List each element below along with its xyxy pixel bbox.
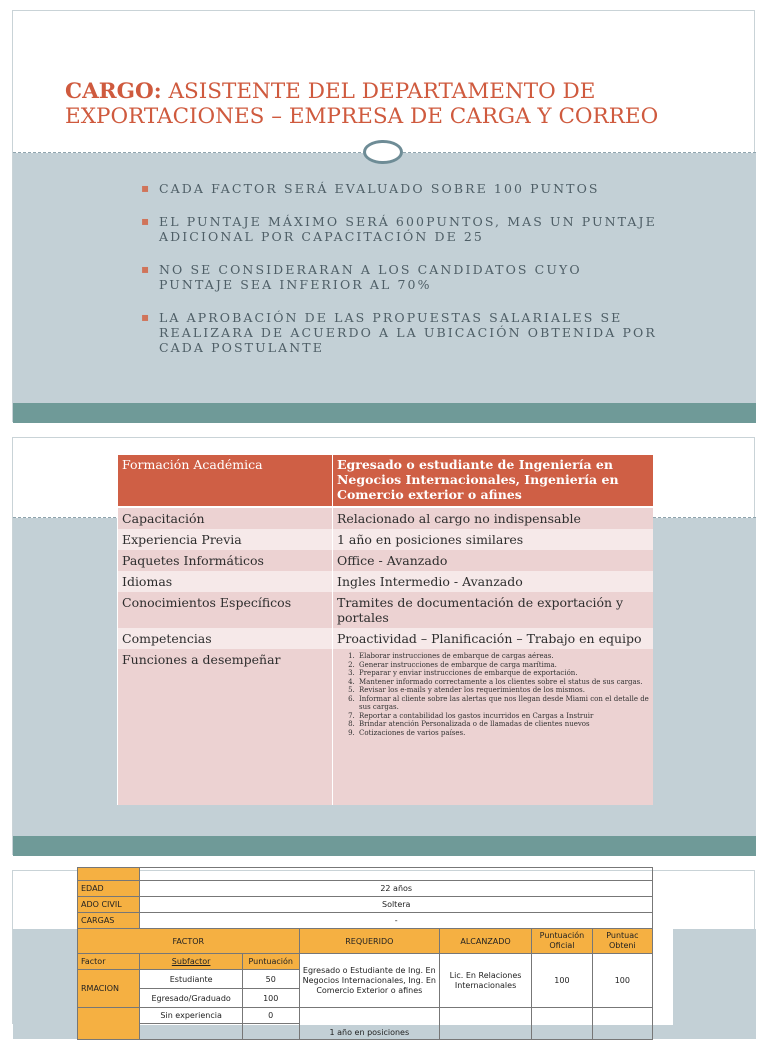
evaluation-table bbox=[77, 867, 653, 1040]
table-row: CARGAS - bbox=[78, 913, 653, 929]
bullet-icon: ▪ bbox=[141, 262, 152, 276]
table-row: Experiencia Previa 1 año en posiciones similares bbox=[118, 529, 654, 550]
bullet-icon: ▪ bbox=[141, 181, 152, 195]
table-row: Funciones a desempeñar 1. Elaborar instrucciones de embarque de cargas aéreas. 2. Generar instrucciones de embarque de carga marítima. 3. Preparar y enviar instrucciones de embarque de exportación. 4. Mantener informado correctamente a los clientes sobre el status de sus cargas. 5. Revisar los e-mails y atender los requerimientos de los mismos. 6. Informar al cliente sobre las alertas que nos llegan desde Miami con el detalle de sus cargas. 7. Reportar a contabilidad los gastos incurridos en Cargas a Instruir 8. Brindar atención Personalizada o de llamadas de clientes nuevos 9. Cotizaciones de varios países. bbox=[118, 649, 654, 805]
table-row: Capacitación Relacionado al cargo no indispensable bbox=[118, 507, 654, 529]
list-item: 5. Revisar los e-mails y atender los requerimientos de los mismos. bbox=[357, 686, 649, 695]
bullet-list bbox=[141, 181, 661, 373]
bullet-item: ▪ LA APROBACIÓN DE LAS PROPUESTAS SALARIALES SE REALIZARA DE ACUERDO A LA UBICACIÓN OBTENIDA POR CADA POSTULANTE bbox=[141, 310, 657, 355]
list-item: 9. Cotizaciones de varios países. bbox=[357, 729, 649, 738]
list-item: 3. Preparar y enviar instrucciones de embarque de exportación. bbox=[357, 669, 649, 678]
table-row: FACTOR REQUERIDO ALCANZADO Puntuación Oficial Puntuac Obteni bbox=[78, 929, 653, 954]
list-item: 1. Elaborar instrucciones de embarque de cargas aéreas. bbox=[357, 652, 649, 661]
list-item: 4. Mantener informado correctamente a los clientes sobre el status de sus cargas. bbox=[357, 678, 649, 687]
table-row: Competencias Proactividad – Planificación – Trabajo en equipo bbox=[118, 628, 654, 649]
functions-cell bbox=[333, 649, 654, 805]
title-lead: CARGO: bbox=[65, 79, 162, 104]
slide-1 bbox=[12, 10, 755, 422]
table-row: Idiomas Ingles Intermedio - Avanzado bbox=[118, 571, 654, 592]
table-row: EDAD 22 años bbox=[78, 881, 653, 897]
table-row bbox=[78, 868, 653, 881]
evaluation-spreadsheet bbox=[81, 871, 673, 1037]
table-row: RMACION Estudiante 50 bbox=[78, 970, 653, 989]
table-row: Sin experiencia 0 1 año en posiciones bbox=[78, 1008, 653, 1024]
table-row: Factor Subfactor Puntuación Egresado o Estudiante de Ing. En Negocios Internacionales, Ing. En Comercio Exterior o afines Lic. En Relaciones Internacionales 100 100 bbox=[78, 954, 653, 970]
header-cell: Egresado o estudiante de Ingeniería en Negocios Internacionales, Ingeniería en Comercio exterior o afines bbox=[333, 455, 654, 507]
bullet-item: ▪ CADA FACTOR SERÁ EVALUADO SOBRE 100 PUNTOS bbox=[141, 181, 600, 196]
slide-title bbox=[65, 79, 725, 129]
list-item: 6. Informar al cliente sobre las alertas que nos llegan desde Miami con el detalle de sus cargas. bbox=[357, 695, 649, 712]
bullet-icon: ▪ bbox=[141, 214, 152, 228]
divider-ornament bbox=[363, 140, 403, 164]
table-row: ADO CIVIL Soltera bbox=[78, 897, 653, 913]
title-rest: ASISTENTE DEL DEPARTAMENTO DE EXPORTACIONES – EMPRESA DE CARGA Y CORREO bbox=[65, 79, 659, 129]
table-header-row bbox=[118, 455, 654, 507]
table-row: Paquetes Informáticos Office - Avanzado bbox=[118, 550, 654, 571]
slide-3 bbox=[12, 870, 755, 1037]
table-row: Egresado/Graduado 100 bbox=[78, 989, 653, 1008]
bullet-icon: ▪ bbox=[141, 310, 152, 324]
bullet-item: ▪ EL PUNTAJE MÁXIMO SERÁ 600PUNTOS, MAS UN PUNTAJE ADICIONAL POR CAPACITACIÓN DE 25 bbox=[141, 214, 657, 244]
footer-bar bbox=[13, 836, 756, 856]
slide-2 bbox=[12, 437, 755, 855]
footer-bar bbox=[13, 403, 756, 423]
requirements-table bbox=[117, 455, 653, 805]
functions-list bbox=[337, 652, 649, 737]
list-item: 2. Generar instrucciones de embarque de carga marítima. bbox=[357, 661, 649, 670]
list-item: 7. Reportar a contabilidad los gastos incurridos en Cargas a Instruir bbox=[357, 712, 649, 721]
bullet-item: ▪ NO SE CONSIDERARAN A LOS CANDIDATOS CUYO PUNTAJE SEA INFERIOR AL 70% bbox=[141, 262, 582, 292]
header-cell: Formación Académica bbox=[118, 455, 333, 507]
table-row: Conocimientos Específicos Tramites de documentación de exportación y portales bbox=[118, 592, 654, 628]
list-item: 8. Brindar atención Personalizada o de llamadas de clientes nuevos bbox=[357, 720, 649, 729]
